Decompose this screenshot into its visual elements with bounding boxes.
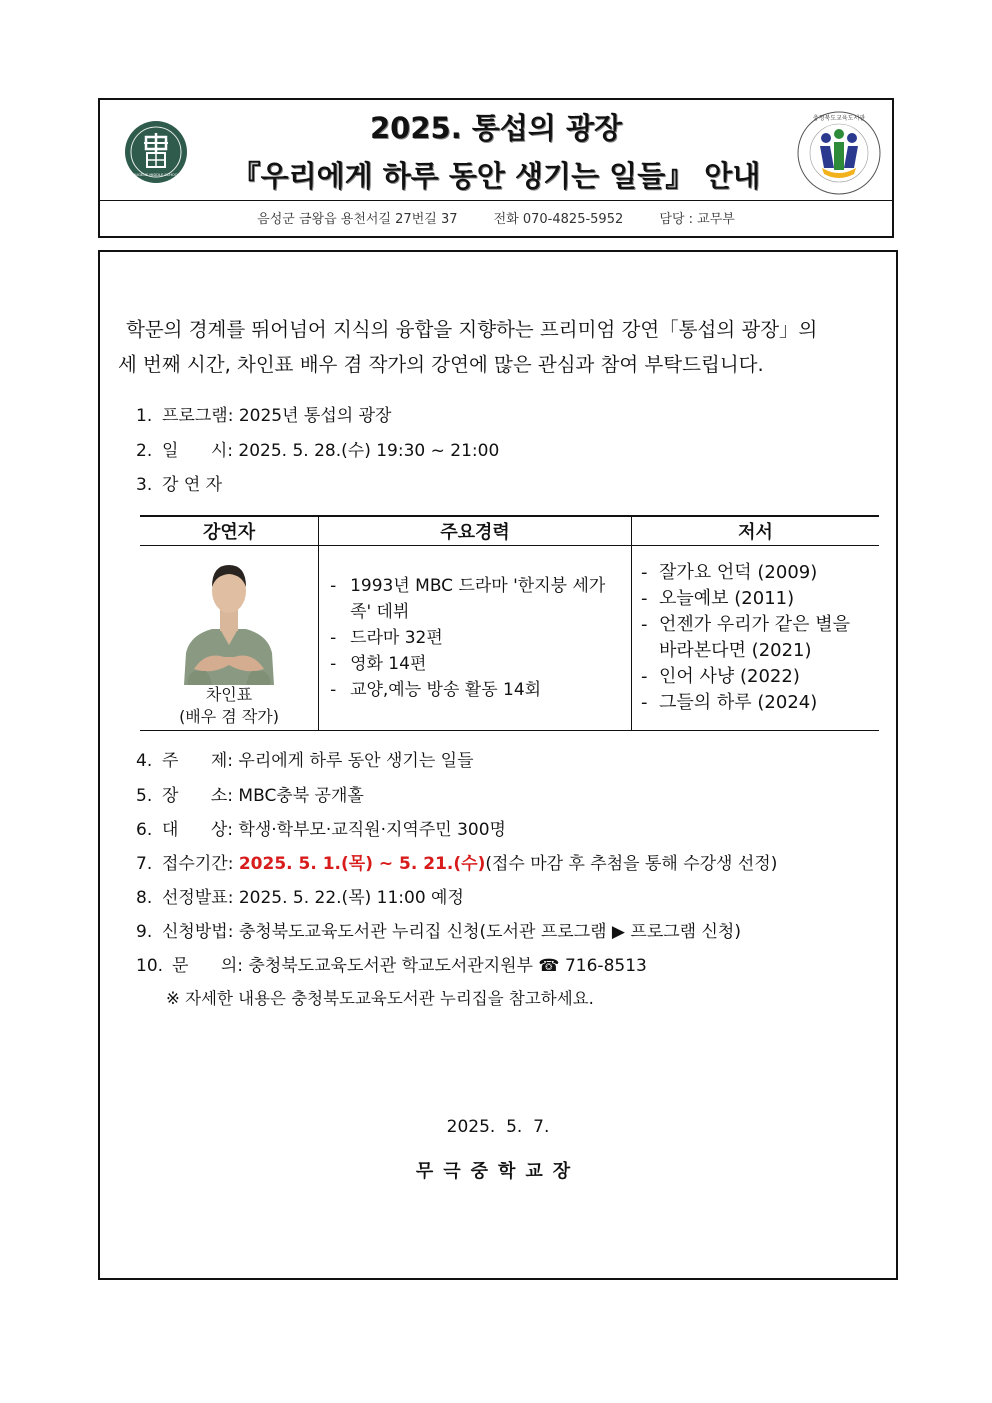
- library-logo-icon: [796, 110, 882, 196]
- list-item: - 오늘예보 (2011): [641, 586, 872, 612]
- list-item: - 인어 사냥 (2022): [641, 664, 872, 690]
- header-speaker: 강연자: [140, 516, 319, 546]
- list-item-speaker: 3. 강 연 자: [136, 475, 223, 495]
- header-career: 주요경력: [319, 516, 632, 546]
- list-item-audience: 6. 대 상: 학생·학부모·교직원·지역주민 300명: [136, 820, 506, 840]
- list-item: - 언젠가 우리가 같은 별을 바라본다면 (2021): [641, 612, 872, 664]
- intro-line-2: 세 번째 시간, 차인표 배우 겸 작가의 강연에 많은 관심과 참여 부탁드립니다.: [118, 353, 764, 376]
- speaker-cell: [140, 546, 319, 731]
- table-row: [140, 546, 879, 731]
- signature: 무극중학교장: [415, 1161, 581, 1182]
- speaker-role: (배우 겸 작가): [179, 707, 279, 726]
- list-item: - 교양,예능 방송 활동 14회: [330, 677, 622, 703]
- school-address: 음성군 금왕읍 용천서길 27번길 37: [257, 212, 458, 227]
- list-item-topic: 4. 주 제: 우리에게 하루 동안 생기는 일들: [136, 751, 474, 771]
- list-item: - 잘가요 언덕 (2009): [641, 560, 872, 586]
- phone-icon: ☎: [538, 956, 560, 976]
- registration-period: 2025. 5. 1.(목) ~ 5. 21.(수): [238, 854, 486, 874]
- speaker-name: 차인표: [205, 685, 253, 704]
- career-cell: [319, 546, 632, 731]
- school-phone: 전화 070-4825-5952: [493, 212, 624, 227]
- list-item-inquiry: 10. 문 의: 충청북도교육도서관 학교도서관지원부 ☎ 716-8513: [136, 956, 647, 976]
- list-item: - 영화 14편: [330, 651, 622, 677]
- document-body: [98, 250, 898, 1280]
- svg-text:MUGEUK MIDDLE SCHOOL: MUGEUK MIDDLE SCHOOL: [132, 173, 180, 177]
- list-item-datetime: 2. 일 시: 2025. 5. 28.(수) 19:30 ~ 21:00: [136, 441, 500, 461]
- list-item-announcement: 8. 선정발표: 2025. 5. 22.(목) 11:00 예정: [136, 888, 464, 908]
- header-books: 저서: [632, 516, 879, 546]
- list-item-program: 1. 프로그램: 2025년 통섭의 광장: [136, 406, 392, 426]
- list-item-venue: 5. 장 소: MBC충북 공개홀: [136, 786, 364, 806]
- list-item-apply-method: 9. 신청방법: 충청북도교육도서관 누리집 신청(도서관 프로그램 ▶ 프로그램 신청): [136, 922, 741, 942]
- svg-text:충청북도교육도서관: 충청북도교육도서관: [812, 115, 866, 122]
- table-header-row: [140, 516, 879, 546]
- intro-paragraph: [118, 312, 878, 382]
- speaker-table: [140, 515, 879, 731]
- books-list: [633, 560, 878, 716]
- document-header: [98, 98, 894, 238]
- title-line-2: 『우리에게 하루 동안 생기는 일들』 안내: [231, 159, 761, 193]
- title-line-1: 2025. 통섭의 광장: [370, 111, 622, 145]
- list-item: - 드라마 32편: [330, 625, 622, 651]
- speaker-photo: [176, 553, 282, 685]
- intro-line-1: 학문의 경계를 뛰어넘어 지식의 융합을 지향하는 프리미엄 강연「통섭의 광장」의: [126, 318, 818, 341]
- contact-department: 담당 : 교무부: [659, 212, 735, 227]
- career-list: [320, 573, 630, 703]
- reference-note: ※ 자세한 내용은 충청북도교육도서관 누리집을 참고하세요.: [166, 989, 594, 1008]
- document-date: 2025. 5. 7.: [446, 1117, 550, 1137]
- header-title-area: [100, 100, 892, 201]
- books-cell: [632, 546, 879, 731]
- header-contact-info: [100, 208, 892, 227]
- list-item: - 1993년 MBC 드라마 '한지붕 세가족' 데뷔: [330, 573, 622, 625]
- list-item: - 그들의 하루 (2024): [641, 690, 872, 716]
- list-item-registration: 7. 접수기간: 2025. 5. 1.(목) ~ 5. 21.(수)(접수 마감 후 추첨을 통해 수강생 선정): [136, 854, 778, 874]
